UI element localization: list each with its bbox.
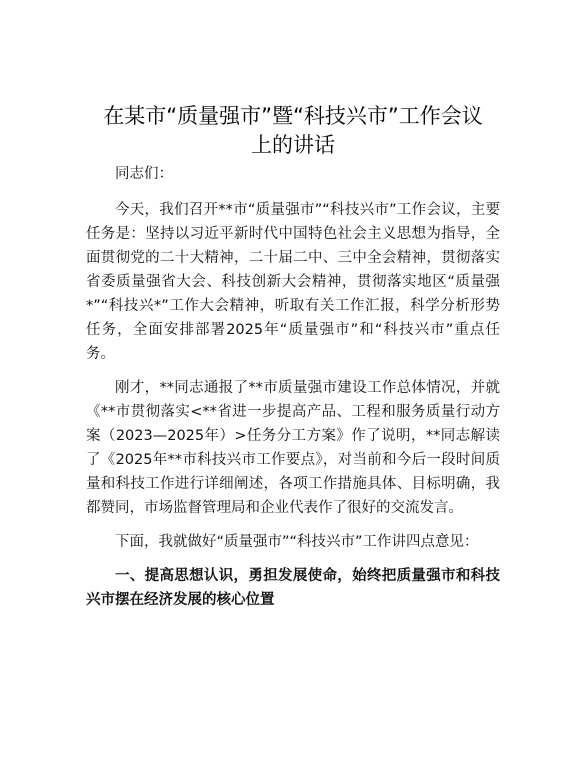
document-body: [86, 162, 500, 622]
section-heading-1: 一、提高思想认识，勇担发展使命，始终把质量强市和科技兴市摆在经济发展的核心位置: [86, 568, 500, 608]
document-title: [60, 102, 526, 160]
document-title-line-2: 上的讲话: [251, 133, 335, 157]
document-title-line-1: 在某市“质量强市”暨“科技兴市”工作会议: [103, 104, 483, 128]
paragraph-opening: 今天，我们召开**市“质量强市”“科技兴市”工作会议，主要任务是：坚持以习近平新时代中国特色社会主义思想为指导，全面贯彻党的二十大精神，二十届二中、三中全会精神，贯彻落实省委质量强省大会、科技创新大会精神，贯彻落实地区“质量强*”“科技兴*”工作大会精神，听取有关工作汇报，科学分析形势任务，全面安排部署2025年“质量强市”和“科技兴市”重点任务。: [86, 202, 500, 362]
paragraph-intro-points: 下面，我就做好“质量强市”“科技兴市”工作讲四点意见：: [115, 534, 479, 550]
salutation: 同志们：: [115, 166, 173, 182]
paragraph-reports: 刚才，**同志通报了**市质量强市建设工作总体情况，并就《**市贯彻落实<**省进一步提高产品、工程和服务质量行动方案（2023—2025年）>任务分工方案》作了说明，**同志解读了《2025年**市科技兴市工作要点》，对当前和今后一段时间质量和科技工作进行详细阐述，各项工作措施具体、目标明确，我都赞同，市场监督管理局和企业代表作了很好的交流发言。: [86, 380, 500, 516]
